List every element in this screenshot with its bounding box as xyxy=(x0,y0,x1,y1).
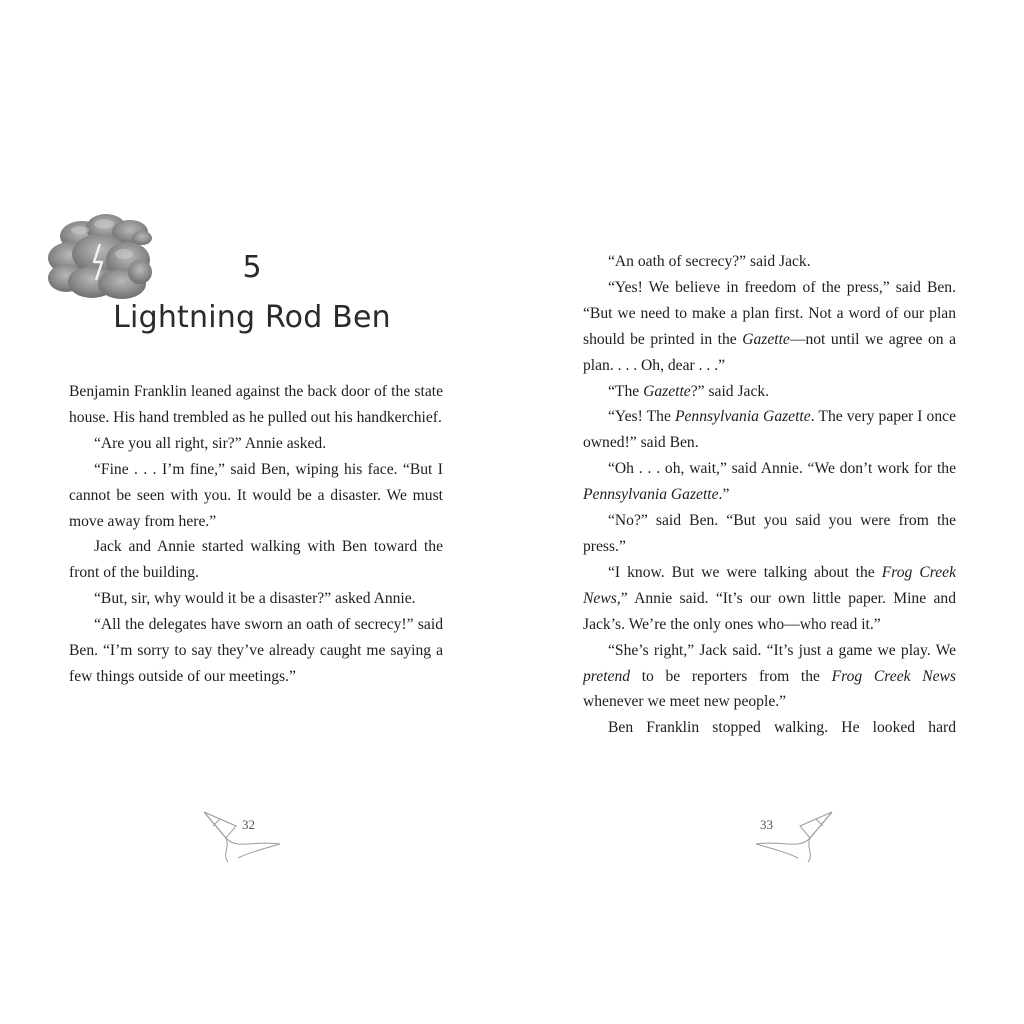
paragraph: “The Gazette?” said Jack. xyxy=(608,382,770,400)
page-number: 32 xyxy=(242,817,255,832)
paragraph: Ben Franklin stopped walking. He looked hard xyxy=(608,719,956,737)
paragraph: “No?” said Ben. “But you said you were from the press.” xyxy=(583,512,956,555)
right-page xyxy=(512,0,1024,1024)
paragraph: Jack and Annie started walking with Ben toward the front of the building. xyxy=(69,538,443,582)
italic-title: Pennsylvania Gazette xyxy=(674,408,811,426)
left-page-body-text xyxy=(69,379,443,690)
chapter-number: 5 xyxy=(242,250,262,285)
paragraph: “Yes! The Pennsylvania Gazette. The very paper I once owned!” said Ben. xyxy=(583,408,956,452)
italic-title: Frog Creek News xyxy=(583,563,956,607)
italic-title: Pennsylvania Gazette xyxy=(583,486,719,504)
paragraph: “But, sir, why would it be a disaster?” asked Annie. xyxy=(94,590,416,608)
italic-title: Gazette xyxy=(643,382,691,400)
paragraph: “Yes! We believe in freedom of the press,” said Ben. “But we need to make a plan first. Not a word of our plan should be printed in the Gazette—not until we agree on a plan. . . . Oh, dear . . .” xyxy=(583,278,956,374)
paragraph: “She’s right,” Jack said. “It’s just a game we play. We pretend to be reporters from the Frog Creek News whenever we meet new people.” xyxy=(583,641,956,711)
page-number: 33 xyxy=(760,817,773,832)
paragraph: “Are you all right, sir?” Annie asked. xyxy=(94,434,327,452)
chapter-title: Lightning Rod Ben xyxy=(113,300,391,335)
right-page-body-text xyxy=(583,249,956,741)
paragraph: “An oath of secrecy?” said Jack. xyxy=(608,253,811,270)
paragraph: “All the delegates have sworn an oath of secrecy!” said Ben. “I’m sorry to say they’ve already caught me saying a few things outside of our meetings.” xyxy=(69,616,443,685)
kite-icon xyxy=(740,808,840,870)
paragraph: “I know. But we were talking about the Frog Creek News,” Annie said. “It’s our own little paper. Mine and Jack’s. We’re the only ones who—who read it.” xyxy=(583,563,956,633)
paragraph: “Oh . . . oh, wait,” said Annie. “We don’t work for the Pennsylvania Gazette.” xyxy=(583,460,956,504)
italic-emphasis: pretend xyxy=(583,667,631,685)
italic-title: Gazette xyxy=(742,330,790,348)
folio-left xyxy=(196,808,296,870)
italic-title: Frog Creek News xyxy=(831,667,956,685)
folio-right xyxy=(740,808,840,870)
paragraph: “Fine . . . I’m fine,” said Ben, wiping his face. “But I cannot be seen with you. It would be a disaster. We must move away from here.” xyxy=(69,460,443,530)
paragraph: Benjamin Franklin leaned against the back door of the state house. His hand trembled as he pulled out his handkerchief. xyxy=(69,383,443,426)
